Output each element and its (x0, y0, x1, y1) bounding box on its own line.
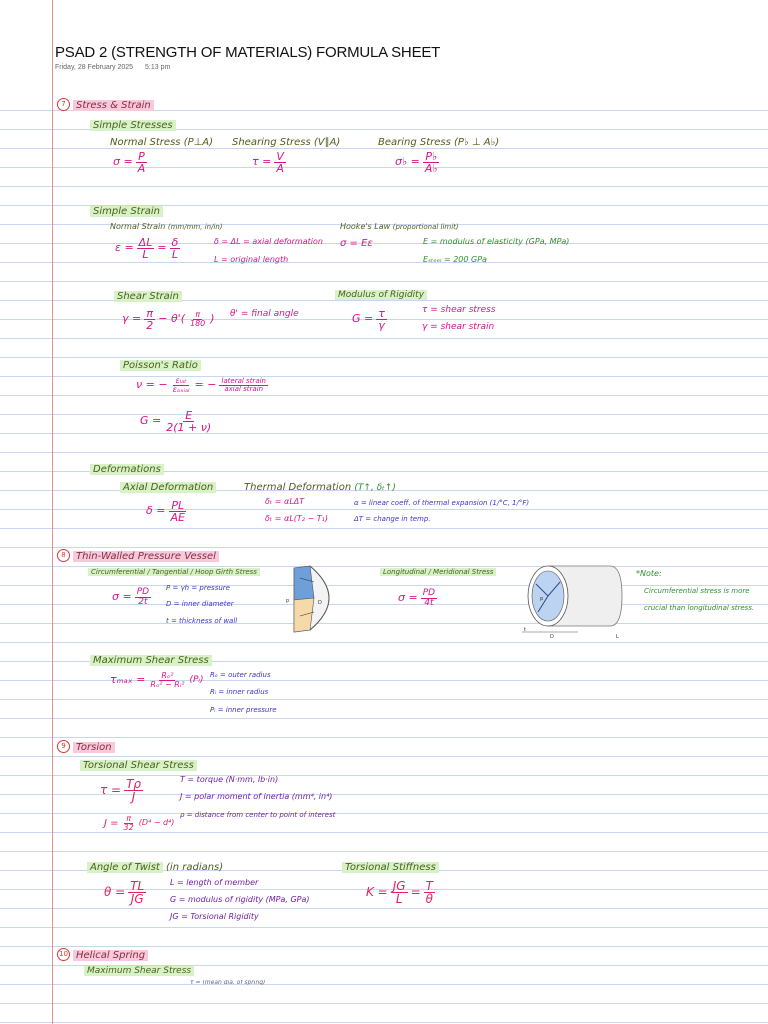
section-7-heading: 7 Stress & Strain (57, 98, 154, 111)
section-9-heading: 9 Torsion (57, 740, 115, 753)
bearing-stress-label: Bearing Stress (P♭ ⊥ A♭) (378, 137, 500, 148)
torsional-shear-title: Torsional Shear Stress (80, 760, 197, 771)
circumferential-stress-title: Circumferential / Tangential / Hoop Girth Stress (88, 569, 260, 577)
section-number-badge: 9 (57, 740, 70, 753)
cyl-label-p: p (540, 596, 544, 602)
margin-line (52, 0, 53, 1024)
angle-twist-title: Angle of Twist (in radians) (87, 862, 223, 873)
alpha-definition: α = linear coeff. of thermal expansion (1/°C, 1/°F) (354, 499, 530, 507)
longitudinal-stress-title: Longitudinal / Meridional Stress (380, 569, 496, 577)
cyl-label-D: D (550, 634, 554, 640)
note-line-1: Circumferential stress is more (644, 587, 750, 595)
rho-definition: ρ = distance from center to point of interest (180, 811, 336, 819)
shear-modulus-poisson-formula: G = $\frac{E}{2(1 + \nu)}$ (140, 409, 212, 434)
poissons-ratio-formula: ν = − $\frac{\text{εₗₐₜ}}{\text{εₐₓᵢₐₗ}}$ = − $\frac{\text{lateral strain}}{\text{axial strain}}$ (136, 376, 266, 394)
member-length-definition: L = length of member (170, 878, 259, 887)
length-definition: L = original length (214, 255, 289, 264)
torsional-rigidity-definition: JG = Torsional Rigidity (170, 912, 259, 921)
thermal-formula-2: δₜ = αL(T₂ − T₁) (265, 514, 328, 523)
normal-stress-label: Normal Stress (P⊥A) (110, 137, 214, 148)
polar-moment-formula: J = $\frac{\pi}{32}$ (D⁴ − d⁴) (104, 814, 175, 832)
normal-strain-formula: ε = $\frac{\Delta L}{L}$ = $\frac{\delta}{L}$ (115, 236, 179, 261)
inner-radius-definition: Rᵢ = inner radius (210, 688, 269, 696)
half-cylinder-diagram (280, 558, 350, 638)
page-time: 5:13 pm (145, 64, 171, 71)
poissons-ratio-title: Poisson's Ratio (120, 360, 201, 371)
torsional-stiffness-title: Torsional Stiffness (342, 862, 439, 873)
pressure-definition: P = γh = pressure (166, 584, 230, 592)
max-shear-stress-title: Maximum Shear Stress (90, 655, 212, 666)
torsional-shear-formula: τ = $\frac{T\rho}{J}$ (100, 777, 142, 804)
angle-twist-formula: θ = $\frac{TL}{JG}$ (104, 879, 145, 906)
simple-stresses-title: Simple Stresses (90, 120, 176, 131)
modulus-rigidity-formula: G = $\frac{\tau}{\gamma}$ (352, 307, 385, 332)
shear-stress-formula: τ = $\frac{V}{A}$ (252, 150, 284, 175)
note-title: *Note: (636, 569, 662, 578)
torsional-stiffness-formula: K = $\frac{JG}{L}$ = $\frac{T}{\theta}$ (366, 879, 433, 906)
modulus-rigidity-title: Modulus of Rigidity (335, 291, 427, 301)
section-8-heading: 8 Thin-Walled Pressure Vessel (57, 549, 219, 562)
hookes-law-label: Hooke's Law (proportional limit) (340, 222, 459, 231)
section-number-badge: 7 (57, 98, 70, 111)
outer-radius-definition: Rₒ = outer radius (210, 671, 271, 679)
diagram-label-p: p (286, 598, 290, 604)
hookes-law-formula: σ = Eε (340, 238, 373, 249)
max-shear-formula: τₘₐₓ = $\frac{\text{Rₒ²}}{\text{Rₒ² − Rᵢ²}}$ (Pᵢ) (110, 671, 204, 689)
thickness-definition: t = thickness of wall (166, 617, 238, 625)
section-10-heading: 10 Helical Spring (57, 948, 148, 961)
section-number-badge: 10 (57, 948, 70, 961)
helical-max-shear-title: Maximum Shear Stress (84, 967, 194, 977)
shearing-stress-label: Shearing Stress (V∥A) (232, 137, 341, 148)
tau-definition: τ = shear stress (422, 305, 496, 315)
thermal-formula-1: δₜ = αLΔT (265, 497, 305, 506)
normal-strain-label: Normal Strain (mm/mm, in/in) (110, 222, 223, 231)
elasticity-definition: E = modulus of elasticity (GPa, MPa) (423, 237, 570, 246)
cyl-label-L: L (616, 634, 619, 640)
shear-strain-formula: γ = $\frac{\pi}{2}$ − θ'( $\frac{\pi}{180}$ ) (122, 307, 215, 332)
page-meta (55, 64, 180, 71)
polar-moment-definition: J = polar moment of inertia (mm⁴, in⁴) (180, 792, 333, 801)
delta-t-definition: ΔT = change in temp. (354, 515, 431, 523)
inner-pressure-definition: Pᵢ = inner pressure (210, 706, 277, 714)
normal-stress-formula: σ = $\frac{P}{A}$ (113, 150, 146, 175)
longitudinal-stress-formula: σ = $\frac{PD}{4t}$ (398, 588, 436, 608)
gamma-definition: γ = shear strain (422, 322, 495, 332)
simple-strain-title: Simple Strain (90, 206, 163, 217)
thermal-deformation-label: Thermal Deformation (T↑, δₜ↑) (244, 482, 396, 493)
cyl-label-t: t (524, 627, 526, 633)
diameter-definition: D = inner diameter (166, 600, 234, 608)
cylinder-diagram (518, 560, 628, 640)
deformations-title: Deformations (90, 464, 164, 475)
axial-deformation-formula: δ = $\frac{PL}{AE}$ (146, 499, 185, 524)
final-angle-definition: θ' = final angle (230, 309, 299, 319)
torque-definition: T = torque (N·mm, lb·in) (180, 775, 279, 784)
page-title: PSAD 2 (STRENGTH OF MATERIALS) FORMULA SHEET (55, 44, 441, 61)
section-number-badge: 8 (57, 549, 70, 562)
diagram-label-D: D (318, 600, 322, 606)
steel-modulus: Eₛₜₑₑₗ = 200 GPa (423, 255, 487, 264)
shear-strain-title: Shear Strain (114, 291, 182, 302)
axial-deformation-label: Axial Deformation (120, 482, 216, 493)
note-line-2: crucial than longitudinal stress. (644, 604, 755, 612)
page-date: Friday, 28 February 2025 (55, 64, 134, 71)
rigidity-modulus-definition: G = modulus of rigidity (MPa, GPa) (170, 895, 310, 904)
delta-definition: δ = ΔL = axial deformation (214, 237, 323, 246)
circumferential-stress-formula: σ = $\frac{PD}{2t}$ (112, 587, 150, 607)
cutoff-text: τ = (mean dia. of spring) (190, 980, 266, 985)
bearing-stress-formula: σ♭ = $\frac{P♭}{A♭}$ (395, 150, 438, 175)
